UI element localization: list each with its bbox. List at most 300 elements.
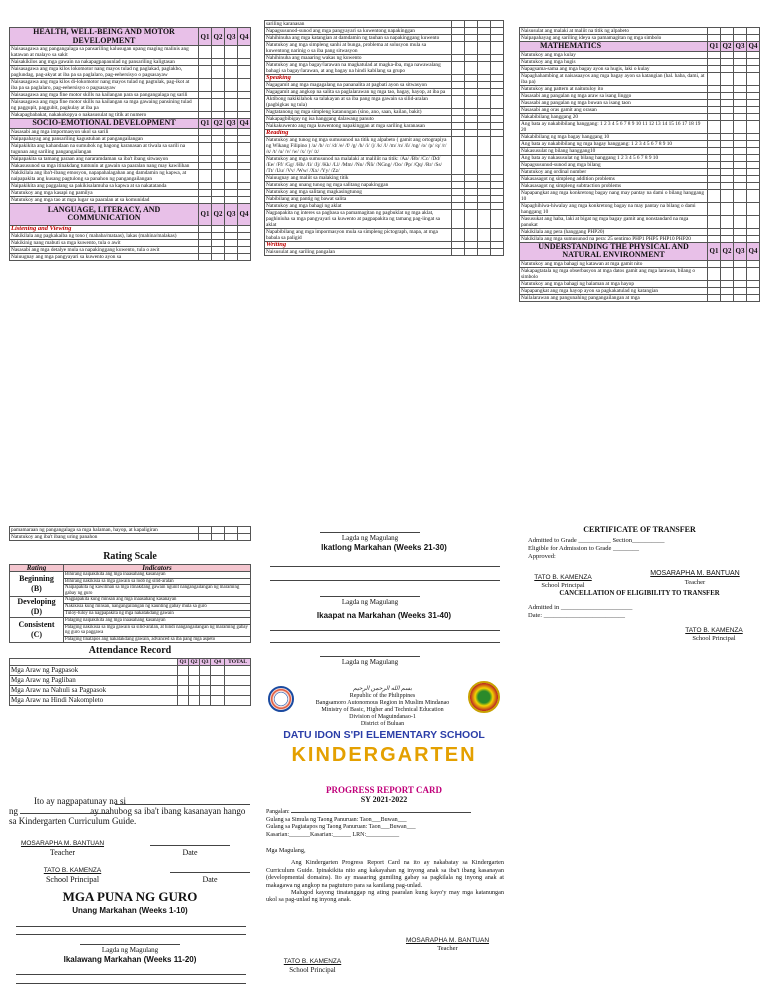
rating-cell[interactable] bbox=[212, 112, 225, 119]
rating-cell[interactable] bbox=[178, 696, 189, 706]
rating-cell[interactable] bbox=[199, 253, 212, 260]
rating-cell[interactable] bbox=[708, 120, 721, 133]
rating-cell[interactable] bbox=[734, 65, 747, 72]
rating-cell[interactable] bbox=[721, 35, 734, 42]
rating-cell[interactable] bbox=[491, 123, 504, 130]
rating-cell[interactable] bbox=[199, 534, 212, 541]
rating-cell[interactable] bbox=[189, 666, 200, 676]
rating-cell[interactable] bbox=[178, 666, 189, 676]
rating-cell[interactable] bbox=[708, 235, 721, 242]
rating-cell[interactable] bbox=[721, 92, 734, 99]
rating-cell[interactable] bbox=[199, 135, 212, 142]
rating-cell[interactable] bbox=[452, 196, 465, 203]
rating-cell[interactable] bbox=[721, 294, 734, 301]
rating-cell[interactable] bbox=[491, 28, 504, 35]
rating-cell[interactable] bbox=[189, 686, 200, 696]
rating-cell[interactable] bbox=[238, 155, 251, 162]
rating-cell[interactable] bbox=[708, 202, 721, 215]
rating-cell[interactable] bbox=[211, 676, 225, 686]
rating-cell[interactable] bbox=[225, 534, 238, 541]
rating-cell[interactable] bbox=[238, 189, 251, 196]
rating-cell[interactable] bbox=[225, 99, 238, 112]
rating-cell[interactable] bbox=[708, 35, 721, 42]
rating-cell[interactable] bbox=[212, 527, 225, 534]
rating-cell[interactable] bbox=[734, 85, 747, 92]
rating-cell[interactable] bbox=[465, 35, 478, 42]
rating-cell[interactable] bbox=[199, 182, 212, 189]
rating-cell[interactable] bbox=[212, 169, 225, 182]
rating-cell[interactable] bbox=[478, 196, 491, 203]
rating-cell[interactable] bbox=[465, 21, 478, 28]
rating-cell[interactable] bbox=[199, 66, 212, 79]
rating-cell[interactable] bbox=[211, 666, 225, 676]
rating-cell[interactable] bbox=[238, 112, 251, 119]
rating-cell[interactable] bbox=[452, 28, 465, 35]
rating-cell[interactable] bbox=[225, 59, 238, 66]
rating-cell[interactable] bbox=[747, 99, 760, 106]
rating-cell[interactable] bbox=[721, 267, 734, 280]
rating-cell[interactable] bbox=[465, 137, 478, 156]
rating-cell[interactable] bbox=[491, 137, 504, 156]
rating-cell[interactable] bbox=[452, 62, 465, 75]
rating-cell[interactable] bbox=[225, 162, 238, 169]
rating-cell[interactable] bbox=[734, 182, 747, 189]
rating-cell[interactable] bbox=[747, 202, 760, 215]
rating-cell[interactable] bbox=[452, 35, 465, 42]
rating-cell[interactable] bbox=[238, 182, 251, 189]
rating-cell[interactable] bbox=[491, 156, 504, 175]
rating-cell[interactable] bbox=[491, 175, 504, 182]
rating-cell[interactable] bbox=[734, 228, 747, 235]
rating-cell[interactable] bbox=[708, 65, 721, 72]
rating-cell[interactable] bbox=[721, 58, 734, 65]
rating-cell[interactable] bbox=[491, 96, 504, 109]
rating-cell[interactable] bbox=[478, 137, 491, 156]
rating-cell[interactable] bbox=[721, 280, 734, 287]
rating-cell[interactable] bbox=[225, 686, 251, 696]
rating-cell[interactable] bbox=[708, 228, 721, 235]
rating-cell[interactable] bbox=[734, 120, 747, 133]
rating-cell[interactable] bbox=[225, 92, 238, 99]
rating-cell[interactable] bbox=[734, 189, 747, 202]
rating-cell[interactable] bbox=[478, 175, 491, 182]
rating-cell[interactable] bbox=[721, 65, 734, 72]
rating-cell[interactable] bbox=[465, 210, 478, 229]
rating-cell[interactable] bbox=[465, 28, 478, 35]
rating-cell[interactable] bbox=[225, 169, 238, 182]
rating-cell[interactable] bbox=[708, 51, 721, 58]
rating-cell[interactable] bbox=[708, 140, 721, 147]
rating-cell[interactable] bbox=[734, 235, 747, 242]
rating-cell[interactable] bbox=[478, 21, 491, 28]
rating-cell[interactable] bbox=[225, 239, 238, 246]
rating-cell[interactable] bbox=[199, 239, 212, 246]
rating-cell[interactable] bbox=[721, 228, 734, 235]
rating-cell[interactable] bbox=[478, 182, 491, 189]
rating-cell[interactable] bbox=[225, 112, 238, 119]
rating-cell[interactable] bbox=[478, 210, 491, 229]
rating-cell[interactable] bbox=[491, 109, 504, 116]
rating-cell[interactable] bbox=[478, 203, 491, 210]
rating-cell[interactable] bbox=[747, 182, 760, 189]
rating-cell[interactable] bbox=[734, 35, 747, 42]
rating-cell[interactable] bbox=[708, 267, 721, 280]
rating-cell[interactable] bbox=[452, 116, 465, 123]
rating-cell[interactable] bbox=[747, 189, 760, 202]
rating-cell[interactable] bbox=[465, 249, 478, 256]
rating-cell[interactable] bbox=[452, 203, 465, 210]
rating-cell[interactable] bbox=[747, 215, 760, 228]
rating-cell[interactable] bbox=[721, 182, 734, 189]
rating-cell[interactable] bbox=[708, 260, 721, 267]
rating-cell[interactable] bbox=[199, 169, 212, 182]
rating-cell[interactable] bbox=[747, 161, 760, 168]
rating-cell[interactable] bbox=[238, 135, 251, 142]
rating-cell[interactable] bbox=[452, 96, 465, 109]
rating-cell[interactable] bbox=[212, 246, 225, 253]
rating-cell[interactable] bbox=[465, 182, 478, 189]
rating-cell[interactable] bbox=[708, 280, 721, 287]
rating-cell[interactable] bbox=[721, 189, 734, 202]
rating-cell[interactable] bbox=[708, 161, 721, 168]
rating-cell[interactable] bbox=[491, 203, 504, 210]
rating-cell[interactable] bbox=[491, 182, 504, 189]
rating-cell[interactable] bbox=[452, 82, 465, 89]
rating-cell[interactable] bbox=[708, 99, 721, 106]
rating-cell[interactable] bbox=[708, 189, 721, 202]
rating-cell[interactable] bbox=[225, 66, 238, 79]
rating-cell[interactable] bbox=[478, 96, 491, 109]
rating-cell[interactable] bbox=[734, 287, 747, 294]
rating-cell[interactable] bbox=[212, 534, 225, 541]
rating-cell[interactable] bbox=[465, 62, 478, 75]
rating-cell[interactable] bbox=[721, 106, 734, 113]
rating-cell[interactable] bbox=[212, 155, 225, 162]
rating-cell[interactable] bbox=[212, 239, 225, 246]
rating-cell[interactable] bbox=[734, 215, 747, 228]
rating-cell[interactable] bbox=[238, 196, 251, 203]
rating-cell[interactable] bbox=[491, 116, 504, 123]
rating-cell[interactable] bbox=[708, 113, 721, 120]
rating-cell[interactable] bbox=[721, 235, 734, 242]
rating-cell[interactable] bbox=[747, 51, 760, 58]
rating-cell[interactable] bbox=[225, 182, 238, 189]
rating-cell[interactable] bbox=[491, 82, 504, 89]
rating-cell[interactable] bbox=[747, 72, 760, 85]
rating-cell[interactable] bbox=[721, 28, 734, 35]
rating-cell[interactable] bbox=[721, 202, 734, 215]
rating-cell[interactable] bbox=[491, 21, 504, 28]
rating-cell[interactable] bbox=[212, 142, 225, 155]
rating-cell[interactable] bbox=[721, 260, 734, 267]
rating-cell[interactable] bbox=[708, 182, 721, 189]
rating-cell[interactable] bbox=[747, 140, 760, 147]
rating-cell[interactable] bbox=[478, 42, 491, 55]
rating-cell[interactable] bbox=[452, 182, 465, 189]
rating-cell[interactable] bbox=[465, 123, 478, 130]
rating-cell[interactable] bbox=[734, 92, 747, 99]
rating-cell[interactable] bbox=[708, 215, 721, 228]
rating-cell[interactable] bbox=[747, 85, 760, 92]
rating-cell[interactable] bbox=[452, 55, 465, 62]
rating-cell[interactable] bbox=[721, 133, 734, 140]
rating-cell[interactable] bbox=[238, 246, 251, 253]
rating-cell[interactable] bbox=[721, 287, 734, 294]
rating-cell[interactable] bbox=[200, 676, 211, 686]
rating-cell[interactable] bbox=[199, 189, 212, 196]
rating-cell[interactable] bbox=[478, 229, 491, 242]
rating-cell[interactable] bbox=[225, 666, 251, 676]
rating-cell[interactable] bbox=[491, 210, 504, 229]
rating-cell[interactable] bbox=[478, 28, 491, 35]
rating-cell[interactable] bbox=[452, 109, 465, 116]
rating-cell[interactable] bbox=[747, 113, 760, 120]
rating-cell[interactable] bbox=[721, 72, 734, 85]
rating-cell[interactable] bbox=[721, 215, 734, 228]
rating-cell[interactable] bbox=[199, 112, 212, 119]
rating-cell[interactable] bbox=[452, 21, 465, 28]
rating-cell[interactable] bbox=[491, 189, 504, 196]
rating-cell[interactable] bbox=[491, 35, 504, 42]
rating-cell[interactable] bbox=[211, 696, 225, 706]
rating-cell[interactable] bbox=[178, 676, 189, 686]
rating-cell[interactable] bbox=[747, 235, 760, 242]
rating-cell[interactable] bbox=[199, 46, 212, 59]
rating-cell[interactable] bbox=[452, 156, 465, 175]
rating-cell[interactable] bbox=[212, 92, 225, 99]
rating-cell[interactable] bbox=[452, 189, 465, 196]
rating-cell[interactable] bbox=[708, 147, 721, 154]
rating-cell[interactable] bbox=[491, 42, 504, 55]
rating-cell[interactable] bbox=[708, 28, 721, 35]
rating-cell[interactable] bbox=[721, 154, 734, 161]
rating-cell[interactable] bbox=[721, 147, 734, 154]
rating-cell[interactable] bbox=[734, 168, 747, 175]
rating-cell[interactable] bbox=[747, 228, 760, 235]
rating-cell[interactable] bbox=[491, 196, 504, 203]
rating-cell[interactable] bbox=[478, 55, 491, 62]
rating-cell[interactable] bbox=[708, 168, 721, 175]
rating-cell[interactable] bbox=[747, 58, 760, 65]
rating-cell[interactable] bbox=[747, 154, 760, 161]
rating-cell[interactable] bbox=[708, 106, 721, 113]
rating-cell[interactable] bbox=[734, 202, 747, 215]
rating-cell[interactable] bbox=[747, 267, 760, 280]
rating-cell[interactable] bbox=[491, 229, 504, 242]
rating-cell[interactable] bbox=[225, 142, 238, 155]
rating-cell[interactable] bbox=[708, 133, 721, 140]
rating-cell[interactable] bbox=[465, 203, 478, 210]
rating-cell[interactable] bbox=[199, 92, 212, 99]
rating-cell[interactable] bbox=[225, 196, 238, 203]
rating-cell[interactable] bbox=[238, 239, 251, 246]
rating-cell[interactable] bbox=[225, 253, 238, 260]
rating-cell[interactable] bbox=[212, 196, 225, 203]
rating-cell[interactable] bbox=[708, 92, 721, 99]
rating-cell[interactable] bbox=[708, 294, 721, 301]
rating-cell[interactable] bbox=[199, 79, 212, 92]
rating-cell[interactable] bbox=[465, 156, 478, 175]
rating-cell[interactable] bbox=[225, 189, 238, 196]
rating-cell[interactable] bbox=[211, 686, 225, 696]
rating-cell[interactable] bbox=[238, 46, 251, 59]
rating-cell[interactable] bbox=[189, 676, 200, 686]
rating-cell[interactable] bbox=[225, 135, 238, 142]
rating-cell[interactable] bbox=[212, 99, 225, 112]
rating-cell[interactable] bbox=[238, 169, 251, 182]
rating-cell[interactable] bbox=[465, 175, 478, 182]
rating-cell[interactable] bbox=[747, 65, 760, 72]
rating-cell[interactable] bbox=[478, 249, 491, 256]
rating-cell[interactable] bbox=[212, 182, 225, 189]
rating-cell[interactable] bbox=[212, 135, 225, 142]
rating-cell[interactable] bbox=[225, 155, 238, 162]
rating-cell[interactable] bbox=[452, 123, 465, 130]
rating-cell[interactable] bbox=[238, 142, 251, 155]
rating-cell[interactable] bbox=[225, 128, 238, 135]
rating-cell[interactable] bbox=[491, 89, 504, 96]
rating-cell[interactable] bbox=[747, 287, 760, 294]
rating-cell[interactable] bbox=[747, 92, 760, 99]
rating-cell[interactable] bbox=[734, 140, 747, 147]
rating-cell[interactable] bbox=[734, 28, 747, 35]
rating-cell[interactable] bbox=[721, 175, 734, 182]
rating-cell[interactable] bbox=[238, 59, 251, 66]
rating-cell[interactable] bbox=[734, 72, 747, 85]
rating-cell[interactable] bbox=[199, 142, 212, 155]
rating-cell[interactable] bbox=[478, 35, 491, 42]
rating-cell[interactable] bbox=[212, 128, 225, 135]
rating-cell[interactable] bbox=[199, 246, 212, 253]
rating-cell[interactable] bbox=[212, 79, 225, 92]
rating-cell[interactable] bbox=[465, 196, 478, 203]
rating-cell[interactable] bbox=[238, 92, 251, 99]
rating-cell[interactable] bbox=[212, 162, 225, 169]
rating-cell[interactable] bbox=[734, 147, 747, 154]
rating-cell[interactable] bbox=[478, 116, 491, 123]
rating-cell[interactable] bbox=[734, 267, 747, 280]
rating-cell[interactable] bbox=[465, 96, 478, 109]
rating-cell[interactable] bbox=[721, 168, 734, 175]
rating-cell[interactable] bbox=[452, 175, 465, 182]
rating-cell[interactable] bbox=[452, 210, 465, 229]
rating-cell[interactable] bbox=[465, 55, 478, 62]
rating-cell[interactable] bbox=[747, 280, 760, 287]
rating-cell[interactable] bbox=[721, 120, 734, 133]
rating-cell[interactable] bbox=[465, 109, 478, 116]
rating-cell[interactable] bbox=[212, 253, 225, 260]
rating-cell[interactable] bbox=[238, 534, 251, 541]
rating-cell[interactable] bbox=[452, 137, 465, 156]
rating-cell[interactable] bbox=[721, 51, 734, 58]
rating-cell[interactable] bbox=[478, 89, 491, 96]
rating-cell[interactable] bbox=[212, 66, 225, 79]
rating-cell[interactable] bbox=[734, 133, 747, 140]
rating-cell[interactable] bbox=[491, 62, 504, 75]
rating-cell[interactable] bbox=[478, 62, 491, 75]
rating-cell[interactable] bbox=[747, 28, 760, 35]
rating-cell[interactable] bbox=[721, 85, 734, 92]
rating-cell[interactable] bbox=[465, 189, 478, 196]
rating-cell[interactable] bbox=[747, 168, 760, 175]
rating-cell[interactable] bbox=[747, 35, 760, 42]
rating-cell[interactable] bbox=[199, 196, 212, 203]
rating-cell[interactable] bbox=[708, 58, 721, 65]
rating-cell[interactable] bbox=[721, 161, 734, 168]
rating-cell[interactable] bbox=[238, 527, 251, 534]
rating-cell[interactable] bbox=[238, 128, 251, 135]
rating-cell[interactable] bbox=[747, 133, 760, 140]
rating-cell[interactable] bbox=[747, 294, 760, 301]
rating-cell[interactable] bbox=[199, 99, 212, 112]
rating-cell[interactable] bbox=[747, 120, 760, 133]
rating-cell[interactable] bbox=[465, 116, 478, 123]
rating-cell[interactable] bbox=[721, 113, 734, 120]
rating-cell[interactable] bbox=[734, 175, 747, 182]
rating-cell[interactable] bbox=[199, 162, 212, 169]
rating-cell[interactable] bbox=[478, 123, 491, 130]
rating-cell[interactable] bbox=[452, 42, 465, 55]
rating-cell[interactable] bbox=[734, 161, 747, 168]
rating-cell[interactable] bbox=[734, 58, 747, 65]
rating-cell[interactable] bbox=[452, 249, 465, 256]
rating-cell[interactable] bbox=[708, 85, 721, 92]
rating-cell[interactable] bbox=[225, 46, 238, 59]
rating-cell[interactable] bbox=[708, 72, 721, 85]
rating-cell[interactable] bbox=[734, 106, 747, 113]
rating-cell[interactable] bbox=[721, 99, 734, 106]
rating-cell[interactable] bbox=[199, 128, 212, 135]
rating-cell[interactable] bbox=[478, 189, 491, 196]
rating-cell[interactable] bbox=[747, 147, 760, 154]
rating-cell[interactable] bbox=[491, 55, 504, 62]
rating-cell[interactable] bbox=[734, 294, 747, 301]
rating-cell[interactable] bbox=[465, 42, 478, 55]
rating-cell[interactable] bbox=[452, 89, 465, 96]
rating-cell[interactable] bbox=[478, 82, 491, 89]
rating-cell[interactable] bbox=[225, 527, 238, 534]
rating-cell[interactable] bbox=[708, 175, 721, 182]
rating-cell[interactable] bbox=[734, 113, 747, 120]
rating-cell[interactable] bbox=[200, 666, 211, 676]
rating-cell[interactable] bbox=[478, 156, 491, 175]
rating-cell[interactable] bbox=[465, 89, 478, 96]
rating-cell[interactable] bbox=[708, 287, 721, 294]
rating-cell[interactable] bbox=[452, 229, 465, 242]
rating-cell[interactable] bbox=[225, 246, 238, 253]
rating-cell[interactable] bbox=[225, 676, 251, 686]
rating-cell[interactable] bbox=[238, 253, 251, 260]
rating-cell[interactable] bbox=[212, 189, 225, 196]
rating-cell[interactable] bbox=[212, 232, 225, 239]
rating-cell[interactable] bbox=[238, 162, 251, 169]
rating-cell[interactable] bbox=[199, 527, 212, 534]
rating-cell[interactable] bbox=[465, 229, 478, 242]
rating-cell[interactable] bbox=[199, 232, 212, 239]
rating-cell[interactable] bbox=[238, 99, 251, 112]
rating-cell[interactable] bbox=[478, 109, 491, 116]
rating-cell[interactable] bbox=[199, 155, 212, 162]
rating-cell[interactable] bbox=[200, 696, 211, 706]
rating-cell[interactable] bbox=[199, 59, 212, 66]
rating-cell[interactable] bbox=[734, 280, 747, 287]
rating-cell[interactable] bbox=[225, 232, 238, 239]
rating-cell[interactable] bbox=[225, 79, 238, 92]
rating-cell[interactable] bbox=[734, 260, 747, 267]
rating-cell[interactable] bbox=[189, 696, 200, 706]
rating-cell[interactable] bbox=[734, 154, 747, 161]
rating-cell[interactable] bbox=[721, 140, 734, 147]
